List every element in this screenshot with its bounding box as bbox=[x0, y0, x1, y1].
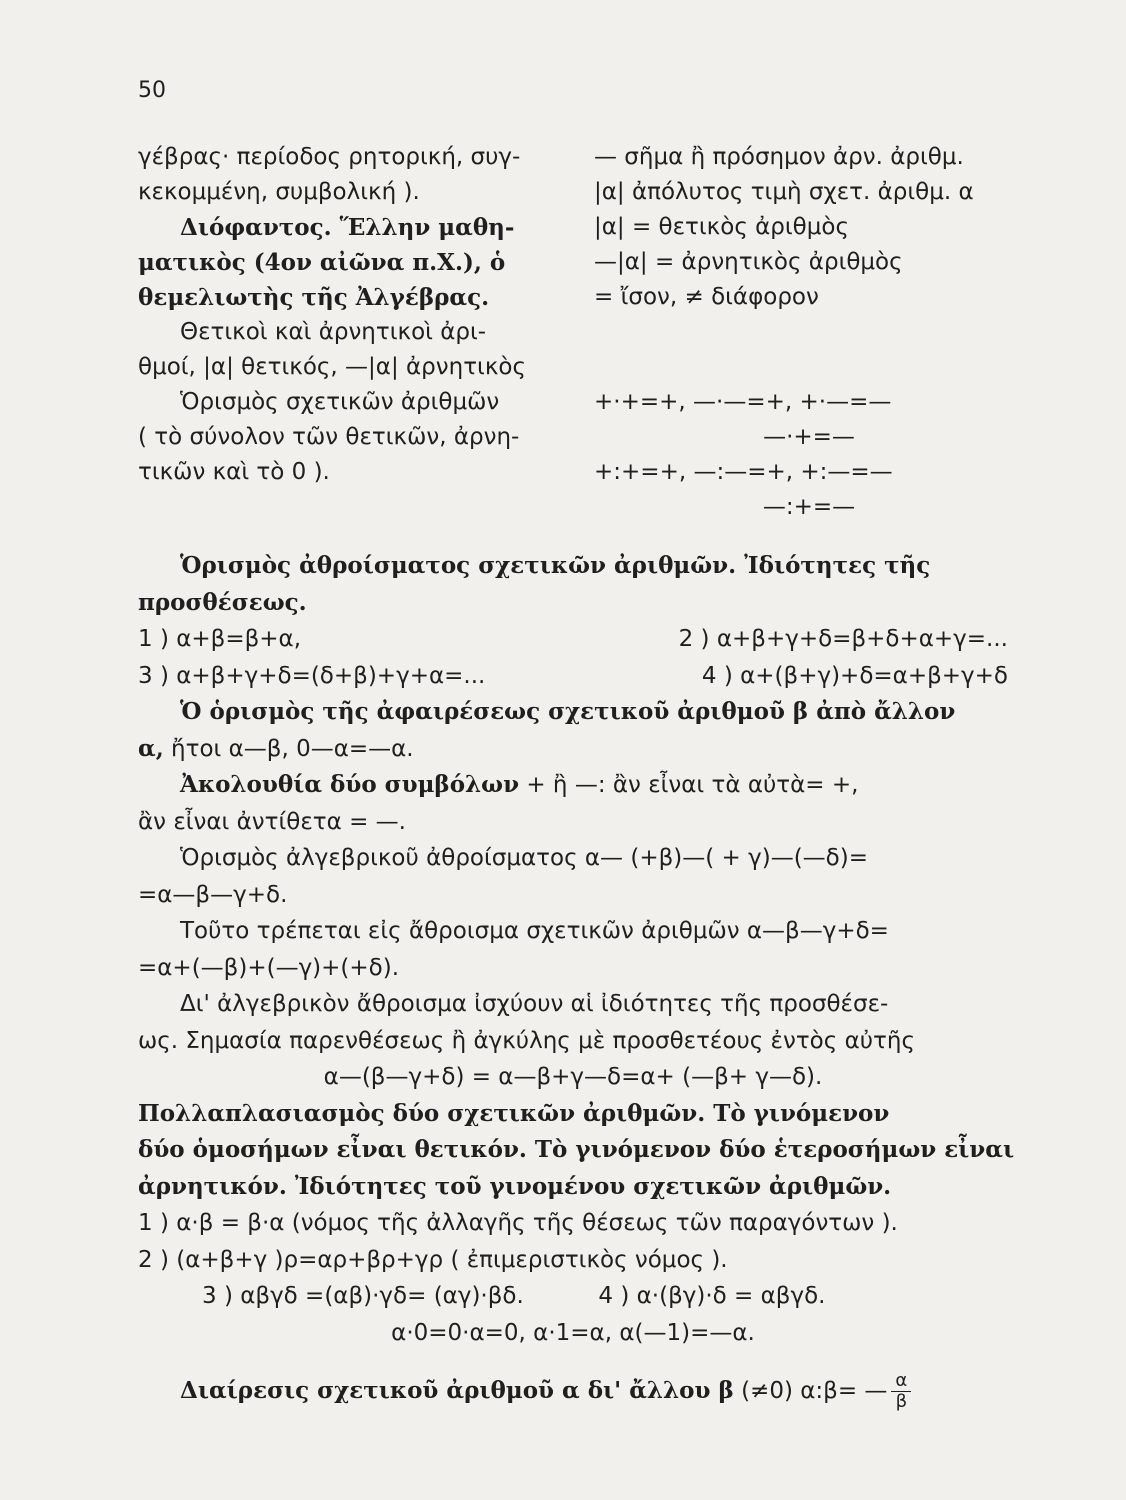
subtraction-formula: ἤτοι α—β, 0—α=—α. bbox=[163, 735, 414, 762]
sequence-rule: + ἢ —: ἂν εἶναι τὰ αὐτὰ= +, bbox=[519, 772, 859, 798]
fraction-denominator: β bbox=[895, 1391, 908, 1412]
spacer bbox=[138, 1351, 1008, 1371]
left-line-5: θεμελιωτὴς τῆς Ἀλγέβρας. bbox=[138, 284, 490, 311]
heading-addition: Ὁρισμὸς ἀθροίσματος σχετικῶν ἀριθμῶν. Ἰδιότητες τῆς bbox=[180, 552, 931, 579]
addition-prop-2: 2 ) α+β+γ+δ=β+δ+α+γ=... bbox=[678, 626, 1008, 652]
multiplication-rule-2: ἀρνητικόν. Ἰδιότητες τοῦ γινομένου σχετικῶν ἀριθμῶν. bbox=[138, 1172, 892, 1200]
right-line-1: — σῆμα ἢ πρόσημον ἀρν. ἀριθμ. bbox=[594, 144, 964, 170]
heading-addition-2: προσθέσεως. bbox=[138, 588, 307, 616]
heading-multiplication: Πολλαπλασιασμὸς δύο σχετικῶν ἀριθμῶν. Τὸ γινόμενον bbox=[138, 1099, 890, 1127]
sequence-line bbox=[138, 767, 1008, 804]
algebraic-sum-def-2: =α—β—γ+δ. bbox=[138, 881, 288, 908]
left-line-2: κεκομμένη, συμβολική ). bbox=[138, 179, 420, 205]
left-line-6: Θετικοὶ καὶ ἀρνητικοὶ ἀρι- bbox=[180, 319, 487, 345]
division-fraction bbox=[891, 1371, 911, 1412]
division-formula: (≠0) α:β= — bbox=[733, 1378, 888, 1404]
right-line-5: = ἴσον, ≠ διάφορον bbox=[594, 284, 819, 310]
heading-division: Διαίρεσις σχετικοῦ ἀριθμοῦ α δι' ἄλλου β bbox=[180, 1377, 734, 1404]
sign-rule-div-1: +:+=+, —:—=+, +:—=— bbox=[594, 459, 893, 485]
right-line-3: |α| = θετικὸς ἀριθμὸς bbox=[594, 214, 849, 240]
subtraction-alpha: α, bbox=[138, 734, 164, 762]
left-line-10: τικῶν καὶ τὸ 0 ). bbox=[138, 459, 330, 485]
mul-prop-1: 1 ) α·β = β·α (νόμος τῆς ἀλλαγῆς τῆς θέσεως τῶν παραγόντων ). bbox=[138, 1210, 898, 1236]
properties-formula: α—(β—γ+δ) = α—β+γ—δ=α+ (—β+ γ—δ). bbox=[323, 1064, 823, 1090]
fraction-numerator: α bbox=[891, 1371, 911, 1392]
addition-prop-4: 4 ) α+(β+γ)+δ=α+β+γ+δ bbox=[701, 662, 1008, 689]
addition-props-row-2 bbox=[138, 658, 1008, 695]
sign-rule-mul-2: —·+=— bbox=[763, 424, 855, 450]
main-text bbox=[138, 548, 1015, 1412]
addition-props-row-1 bbox=[138, 621, 1008, 658]
left-line-8: Ὁρισμὸς σχετικῶν ἀριθμῶν bbox=[180, 389, 500, 415]
algebraic-sum-def: Ὁρισμὸς ἀλγεβρικοῦ ἀθροίσματος α— (+β)—( + γ)—(—δ)= bbox=[180, 845, 869, 871]
left-line-9: ( τὸ σύνολον τῶν θετικῶν, ἀρνη- bbox=[138, 424, 520, 450]
properties-line: Δι' ἀλγεβρικὸν ἄθροισμα ἰσχύουν αἱ ἰδιότητες τῆς προσθέσε- bbox=[180, 991, 889, 1017]
left-line-3: Διόφαντος. Ἕλλην μαθη- bbox=[180, 214, 515, 241]
sequence-line-2: ἂν εἶναι ἀντίθετα = —. bbox=[138, 808, 406, 835]
right-column bbox=[594, 140, 1024, 525]
sign-rule-div-2: —:+=— bbox=[762, 494, 856, 520]
addition-prop-1: 1 ) α+β=β+α, bbox=[138, 626, 302, 652]
right-line-2: |α| ἀπόλυτος τιμὴ σχετ. ἀριθμ. α bbox=[594, 179, 974, 205]
heading-subtraction: Ὁ ὁρισμὸς τῆς ἀφαιρέσεως σχετικοῦ ἀριθμοῦ β ἀπὸ ἄλλον bbox=[180, 698, 956, 725]
left-line-7: θμοί, |α| θετικός, —|α| ἀρνητικὸς bbox=[138, 354, 526, 380]
left-line-4: ματικὸς (4ον αἰῶνα π.Χ.), ὁ bbox=[138, 249, 506, 276]
mul-prop-2: 2 ) (α+β+γ )ρ=αρ+βρ+γρ ( ἐπιμεριστικὸς νόμος ). bbox=[138, 1246, 728, 1273]
mul-zero-one: α·0=0·α=0, α·1=α, α(—1)=—α. bbox=[391, 1319, 755, 1346]
left-line-1: γέβρας· περίοδος ρητορική, συγ- bbox=[138, 144, 521, 170]
mul-props-row bbox=[138, 1278, 1008, 1315]
right-line-4: —|α| = ἀρνητικὸς ἀριθμὸς bbox=[594, 249, 903, 275]
right-blank-1 bbox=[594, 315, 1024, 350]
subtraction-line-2 bbox=[138, 731, 1008, 768]
addition-prop-3: 3 ) α+β+γ+δ=(δ+β)+γ+α=... bbox=[138, 662, 486, 689]
right-blank-2 bbox=[594, 350, 1024, 385]
multiplication-rule: δύο ὁμοσήμων εἶναι θετικόν. Τὸ γινόμενον δύο ἑτεροσήμων εἶναι bbox=[138, 1136, 1015, 1163]
page-number: 50 bbox=[138, 78, 166, 103]
properties-line-2: ως. Σημασία παρενθέσεως ἢ ἀγκύλης μὲ προσθετέους ἐντὸς αὐτῆς bbox=[138, 1027, 915, 1054]
division-line bbox=[138, 1371, 1008, 1412]
turn-to-sum: Τοῦτο τρέπεται εἰς ἄθροισμα σχετικῶν ἀριθμῶν α—β—γ+δ= bbox=[180, 918, 889, 944]
mul-prop-3: 3 ) αβγδ =(αβ)·γδ= (αγ)·βδ. bbox=[202, 1283, 524, 1309]
heading-sequence: Ἀκολουθία δύο συμβόλων bbox=[180, 771, 520, 798]
turn-to-sum-2: =α+(—β)+(—γ)+(+δ). bbox=[138, 954, 400, 981]
sign-rule-mul-1: +·+=+, —·—=+, +·—=— bbox=[594, 389, 892, 415]
mul-prop-4: 4 ) α·(βγ)·δ = αβγδ. bbox=[598, 1283, 826, 1309]
left-column bbox=[138, 140, 568, 490]
